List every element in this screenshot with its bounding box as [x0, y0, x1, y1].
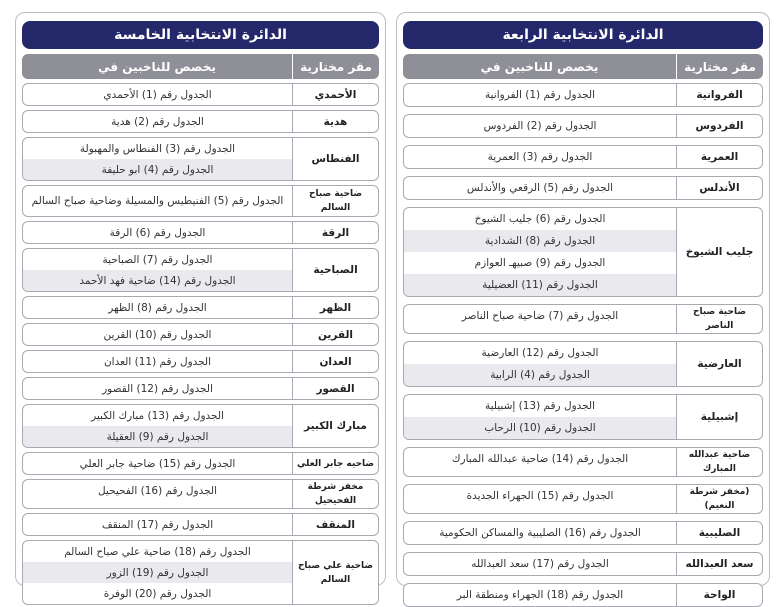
schedule-entry: الجدول رقم (13) مبارك الكبير [91, 409, 224, 422]
office-name: مبارك الكبير [292, 405, 378, 447]
office-name: الفنطاس [292, 138, 378, 180]
table-row [403, 83, 763, 107]
schedule-entry: الجدول رقم (5) الفنيطيس والمسيلة وضاحية صباح السالم [31, 194, 284, 207]
schedule-list [23, 378, 292, 399]
office-name: (مخفر شرطة النعيم) [676, 485, 762, 513]
table-row [22, 350, 379, 373]
schedule-entry: الجدول رقم (10) القرين [103, 328, 212, 341]
schedule-entry: الجدول رقم (8) الظهر [108, 301, 207, 314]
table-row [22, 185, 379, 217]
office-name: سعد العبدالله [676, 553, 762, 575]
schedule-list [23, 249, 292, 291]
table-row [403, 341, 763, 387]
table-row [22, 377, 379, 400]
schedule-list [404, 305, 676, 333]
schedule-entry: الجدول رقم (1) الفروانية [484, 89, 596, 101]
header-voters: يخصص للناخبين في [480, 59, 599, 74]
schedule-entry: الجدول رقم (3) الفنطاس والمهبولة [79, 142, 236, 155]
schedule-list [404, 485, 676, 513]
table-row [403, 304, 763, 334]
office-name: الظهر [292, 297, 378, 318]
office-name: العارضية [676, 342, 762, 386]
table-row [22, 110, 379, 133]
fifth-district-title: الدائرة الانتخابية الخامسة [22, 21, 379, 49]
schedule-entry: الجدول رقم (19) الزور [23, 562, 292, 583]
schedule-entry: الجدول رقم (12) العارضية [481, 347, 599, 359]
table-row [22, 248, 379, 292]
table-row [22, 513, 379, 536]
office-name: الفروانية [676, 84, 762, 106]
schedule-list [404, 177, 676, 199]
schedule-entry: الجدول رقم (10) الرحاب [404, 417, 676, 439]
table-row [22, 479, 379, 509]
schedule-entry: الجدول رقم (5) الرقعي والأندلس [466, 182, 614, 194]
schedule-list [23, 297, 292, 318]
schedule-entry: الجدول رقم (4) ابو حليفة [23, 159, 292, 180]
office-name: الأحمدي [292, 84, 378, 105]
header-office: مقر مختارية [676, 54, 763, 79]
table-row [403, 176, 763, 200]
table-row [22, 452, 379, 475]
office-name: المنقف [292, 514, 378, 535]
table-row [22, 137, 379, 181]
office-name: القصور [292, 378, 378, 399]
schedule-list [23, 514, 292, 535]
schedule-entry: الجدول رقم (15) الجهراء الجديدة [466, 490, 614, 502]
office-name: ضاحية صباح الناصر [676, 305, 762, 333]
table-row [22, 83, 379, 106]
schedule-list [23, 222, 292, 243]
table-row [403, 583, 763, 607]
schedule-entry: الجدول رقم (8) الشدادية [404, 230, 676, 252]
office-name: جليب الشيوخ [676, 208, 762, 296]
schedule-entry: الجدول رقم (14) ضاحية عبدالله المبارك [451, 453, 629, 465]
schedule-list [404, 208, 676, 296]
header-voters: يخصص للناخبين في [98, 59, 216, 74]
header-office: مقر مختارية [292, 54, 379, 79]
table-row [403, 521, 763, 545]
table-row [403, 484, 763, 514]
office-name: الواحة [676, 584, 762, 606]
fourth-district-title: الدائرة الانتخابية الرابعة [403, 21, 763, 49]
fourth-district-header [403, 54, 763, 79]
table-row [403, 552, 763, 576]
schedule-list [404, 448, 676, 476]
table-row [22, 404, 379, 448]
schedule-entry: الجدول رقم (6) جليب الشيوخ [474, 213, 606, 225]
schedule-list [23, 405, 292, 447]
schedule-entry: الجدول رقم (16) الصليبية والمساكن الحكومية [439, 527, 641, 539]
office-name: الصليبية [676, 522, 762, 544]
table-row [22, 540, 379, 605]
office-name: إشبيلية [676, 395, 762, 439]
schedule-list [23, 541, 292, 604]
office-name: ضاحية صباح السالم [292, 186, 378, 216]
office-name: الصباحية [292, 249, 378, 291]
office-name: ضاحيه جابر العلي [292, 453, 378, 474]
office-name: هدية [292, 111, 378, 132]
office-name: الفردوس [676, 115, 762, 137]
office-name: العمرية [676, 146, 762, 168]
schedule-entry: الجدول رقم (2) الفردوس [483, 120, 597, 132]
table-row [403, 114, 763, 138]
schedule-entry: الجدول رقم (18) الجهراء ومنطقة البر [456, 589, 624, 601]
schedule-list [404, 146, 676, 168]
fourth-district-rows [403, 83, 763, 607]
schedule-list [23, 186, 292, 216]
table-row [403, 394, 763, 440]
schedule-list [404, 584, 676, 606]
office-name: العدان [292, 351, 378, 372]
schedule-entry: الجدول رقم (4) الرابية [404, 364, 676, 386]
schedule-entry: الجدول رقم (17) المنقف [101, 518, 214, 531]
schedule-entry: الجدول رقم (6) الرقة [109, 226, 206, 239]
table-row [22, 221, 379, 244]
schedule-entry: الجدول رقم (7) ضاحية صباح الناصر [461, 310, 619, 322]
fifth-district-header [22, 54, 379, 79]
schedule-list [23, 351, 292, 372]
schedule-entry: الجدول رقم (1) الأحمدي [103, 88, 212, 101]
schedule-list [404, 522, 676, 544]
schedule-list [23, 84, 292, 105]
schedule-entry: الجدول رقم (16) الفحيحيل [97, 484, 218, 497]
table-row [403, 145, 763, 169]
schedule-entry: الجدول رقم (18) ضاحية علي صباح السالم [64, 545, 251, 558]
office-name: الرقة [292, 222, 378, 243]
table-row [22, 323, 379, 346]
fifth-district-rows [22, 83, 379, 605]
schedule-entry: الجدول رقم (3) العمرية [487, 151, 593, 163]
schedule-list [404, 115, 676, 137]
office-name: مخفر شرطة الفحيحيل [292, 480, 378, 508]
schedule-entry: الجدول رقم (2) هدية [111, 115, 204, 128]
schedule-entry: الجدول رقم (9) العقيلة [23, 426, 292, 447]
schedule-entry: الجدول رقم (11) العضيلية [404, 274, 676, 296]
schedule-entry: الجدول رقم (13) إشبيلية [484, 400, 596, 412]
schedule-list [404, 553, 676, 575]
office-name: ضاحية علي صباح السالم [292, 541, 378, 604]
schedule-entry: الجدول رقم (12) القصور [102, 382, 213, 395]
schedule-entry: الجدول رقم (11) العدان [103, 355, 212, 368]
schedule-entry: الجدول رقم (15) ضاحية جابر العلي [79, 457, 236, 470]
schedule-entry: الجدول رقم (20) الوفرة [103, 587, 212, 600]
table-row [403, 447, 763, 477]
schedule-list [23, 453, 292, 474]
office-name: الأندلس [676, 177, 762, 199]
schedule-list [404, 395, 676, 439]
schedule-entry: الجدول رقم (17) سعد العبدالله [471, 558, 609, 570]
office-name: القرين [292, 324, 378, 345]
schedule-list [23, 324, 292, 345]
schedule-list [23, 138, 292, 180]
schedule-list [404, 342, 676, 386]
schedule-list [23, 480, 292, 508]
fourth-district-panel [396, 12, 770, 601]
table-row [22, 296, 379, 319]
fifth-district-panel [15, 12, 386, 600]
table-row [403, 207, 763, 297]
schedule-entry: الجدول رقم (9) صبيهـ العوازم [474, 257, 606, 269]
schedule-entry: الجدول رقم (7) الصباحية [102, 253, 213, 266]
office-name: ضاحية عبدالله المبارك [676, 448, 762, 476]
schedule-list [23, 111, 292, 132]
schedule-entry: الجدول رقم (14) ضاحية فهد الأحمد [23, 270, 292, 291]
schedule-list [404, 84, 676, 106]
